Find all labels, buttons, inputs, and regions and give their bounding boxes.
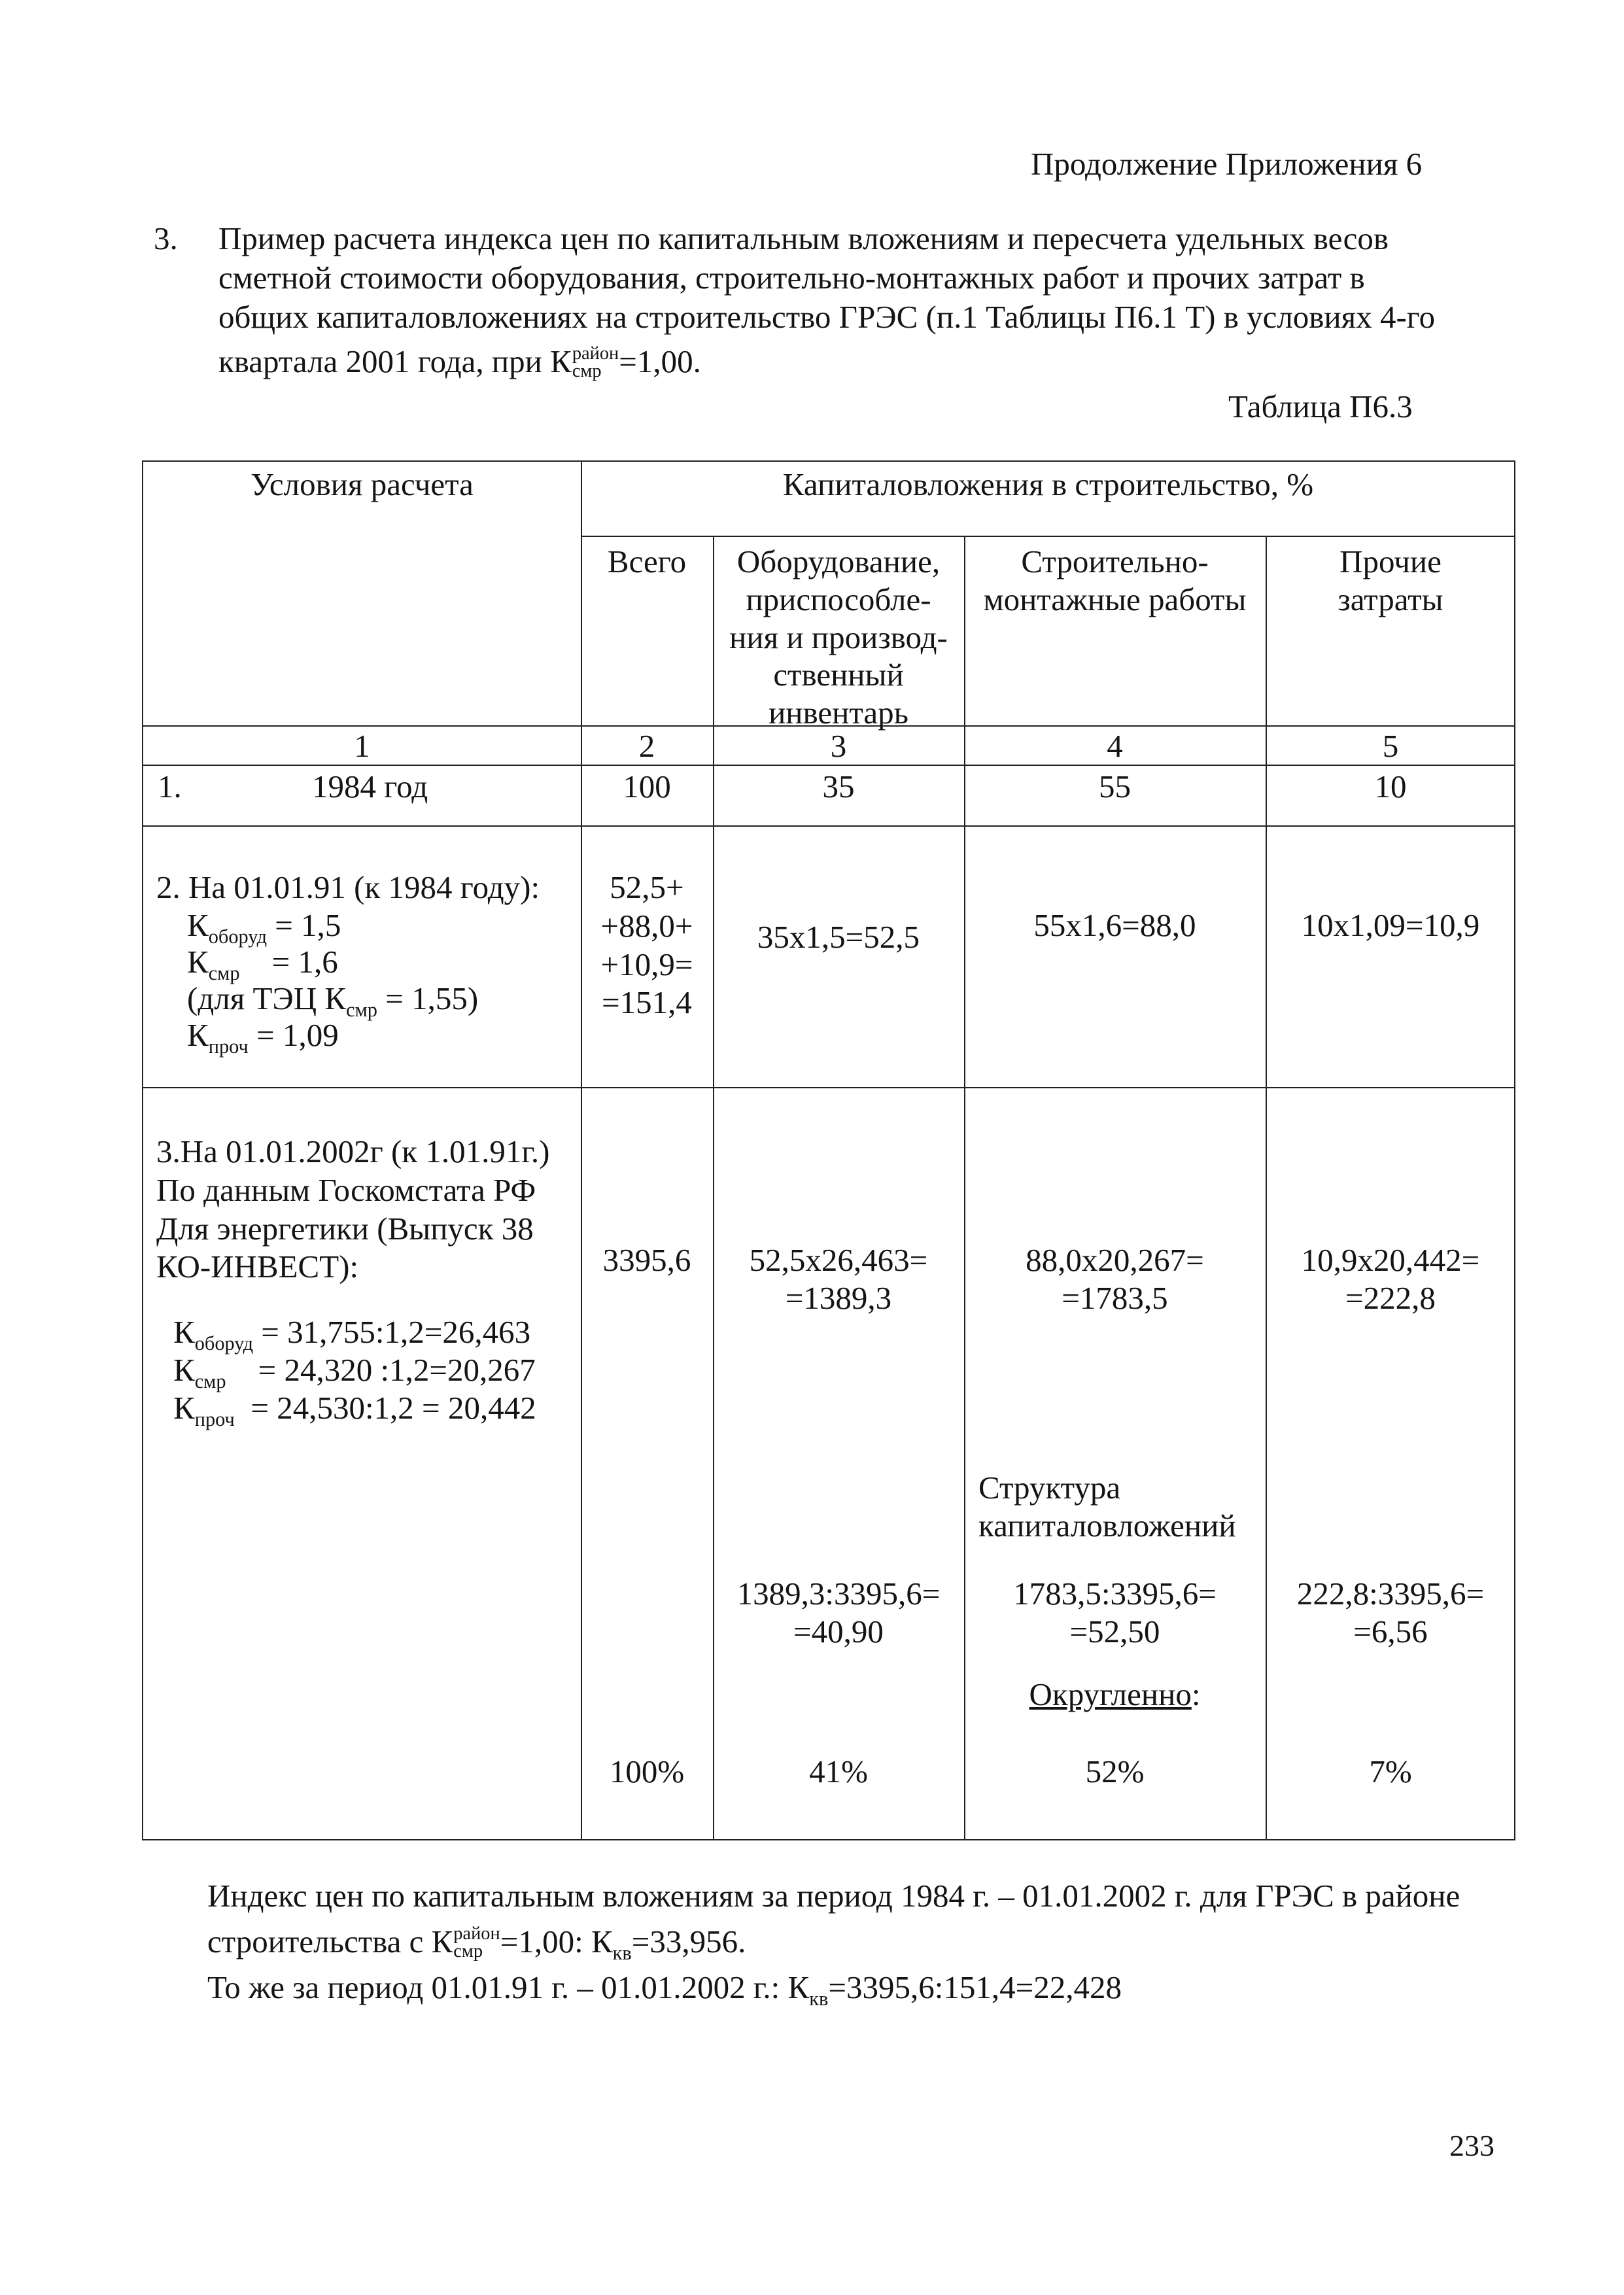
row2-k-other — [187, 1016, 339, 1058]
k-symbol: К — [431, 1924, 453, 1959]
k-symbol: К — [187, 1017, 209, 1053]
k-symbol: К — [173, 1390, 195, 1426]
head-equipment-line: ния и производ- — [729, 619, 948, 655]
k-subscript: кв — [612, 1941, 632, 1964]
row3-title-line: По данным Госкомстата РФ — [156, 1171, 536, 1208]
rule-v-1 — [581, 462, 582, 1839]
rounded-construction: 52% — [1085, 1753, 1145, 1789]
col-number-2: 2 — [638, 728, 655, 764]
row1-total: 100 — [623, 768, 671, 804]
row2-k-equipment — [187, 906, 341, 948]
k-symbol: К — [187, 907, 209, 943]
k-subscript: смр — [453, 1941, 483, 1961]
structure-other-line: 222,8:3395,6= — [1296, 1576, 1485, 1612]
k-symbol: К — [173, 1352, 195, 1388]
row3-construction-line: =1783,5 — [1062, 1279, 1168, 1316]
k-value: = 24,530:1,2 = 20,442 — [234, 1390, 536, 1426]
structure-label — [978, 1469, 1236, 1545]
structure-construction-line: =52,50 — [1069, 1613, 1160, 1649]
k-value: = 1,5 — [267, 907, 341, 943]
k-symbol: К — [591, 1924, 613, 1959]
k-subscript: кв — [809, 1987, 829, 2010]
row2-other: 10x1,09=10,9 — [1301, 907, 1480, 943]
structure-equipment-line: 1389,3:3395,6= — [736, 1576, 941, 1612]
rule-h-row1 — [143, 825, 1515, 827]
structure-equipment-line: =40,90 — [793, 1613, 884, 1649]
row2-total-line: =151,4 — [602, 984, 692, 1021]
head-equipment-line: Оборудование, — [736, 544, 941, 579]
k-subscript: смр — [194, 1370, 226, 1392]
k-value: = 31,755:1,2=26,463 — [253, 1314, 531, 1350]
k-value: = 24,320 :1,2=20,267 — [226, 1352, 536, 1388]
head-equipment — [713, 543, 964, 732]
row2-total — [581, 869, 713, 1022]
structure-label-line: капиталовложений — [978, 1507, 1236, 1544]
head-construction-line: монтажные работы — [983, 581, 1247, 617]
k-symbol: К — [173, 1314, 195, 1350]
row3-title — [156, 1133, 550, 1286]
k-subscript: смр — [572, 360, 602, 381]
k-kv — [591, 1924, 746, 1964]
rounded-equipment: 41% — [809, 1753, 868, 1789]
row2-equipment: 35x1,5=52,5 — [757, 919, 920, 955]
row3-other-line: =222,8 — [1345, 1279, 1436, 1316]
footer-k-value: =1,00: — [500, 1924, 583, 1959]
table-caption: Таблица П6.3 — [1228, 388, 1413, 424]
row3-k-equipment — [173, 1313, 531, 1355]
section-number: 3. — [154, 220, 178, 256]
head-other-line: Прочие — [1339, 544, 1442, 579]
row2-total-line: +10,9= — [600, 946, 693, 982]
head-total: Всего — [607, 544, 687, 579]
page-number: 233 — [1449, 2129, 1494, 2162]
rounded-total: 100% — [609, 1753, 685, 1789]
row3-title-line: КО-ИНВЕСТ): — [156, 1249, 359, 1285]
row3-construction-line: 88,0x20,267= — [1026, 1242, 1204, 1278]
row1-label: 1984 год — [312, 768, 428, 804]
structure-other-line: =6,56 — [1353, 1613, 1428, 1649]
head-other-line: затраты — [1338, 581, 1443, 617]
row1-construction: 55 — [1099, 768, 1131, 804]
row1-other: 10 — [1374, 768, 1407, 804]
continuation-header: Продолжение Приложения 6 — [1031, 146, 1423, 182]
structure-construction-line: 1783,5:3395,6= — [1013, 1576, 1217, 1612]
paragraph-line-4-text: квартала 2001 года, при — [218, 343, 542, 379]
rule-h-investments — [581, 536, 1515, 537]
row2-total-line: 52,5+ — [610, 869, 684, 905]
k-smr-rayon — [550, 343, 619, 379]
footer-line-3 — [207, 1969, 1122, 2010]
paragraph-line-3: общих капиталовложениях на строительство ГРЭС (п.1 Таблицы П6.1 Т) в условиях 4-го — [218, 299, 1436, 335]
head-other — [1266, 543, 1515, 619]
k-subscript: смр — [346, 998, 377, 1021]
rounded-label — [964, 1676, 1266, 1714]
row2-construction: 55x1,6=88,0 — [1033, 907, 1196, 943]
row3-k-construction — [173, 1351, 536, 1392]
k-value: =3395,6:151,4=22,428 — [828, 1969, 1122, 2005]
k-symbol: К — [550, 343, 572, 379]
head-investments: Капиталовложения в строительство, % — [782, 466, 1314, 502]
footer-line-2 — [207, 1923, 746, 1963]
row3-construction — [964, 1241, 1266, 1317]
structure-equipment — [713, 1575, 964, 1651]
k-subscript: смр — [208, 961, 240, 984]
row3-title-line: 3.На 01.01.2002г (к 1.01.91г.) — [156, 1133, 550, 1169]
rule-h-row2 — [143, 1087, 1515, 1088]
head-conditions: Условия расчета — [251, 466, 474, 502]
row1-number: 1. — [158, 768, 182, 804]
col-number-1: 1 — [354, 728, 370, 764]
col-number-4: 4 — [1107, 728, 1123, 764]
k-value: =1,00. — [619, 343, 701, 379]
k-prefix: (для ТЭЦ К — [187, 980, 347, 1016]
row3-equipment-line: =1389,3 — [785, 1279, 892, 1316]
rounded-label-text: Округленно — [1029, 1676, 1192, 1712]
row2-title: 2. На 01.01.91 (к 1984 году): — [156, 869, 540, 905]
row1-equipment: 35 — [822, 768, 855, 804]
k-subscript: проч — [208, 1035, 249, 1058]
paragraph-line-2: сметной стоимости оборудования, строительно-монтажных работ и прочих затрат в — [218, 260, 1365, 296]
col-number-5: 5 — [1382, 728, 1399, 764]
row3-other — [1266, 1241, 1515, 1317]
rounded-label-colon: : — [1191, 1676, 1201, 1712]
k-superscript: район — [453, 1923, 500, 1944]
row3-k-other — [173, 1389, 536, 1430]
rounded-other: 7% — [1369, 1753, 1412, 1789]
k-subscript: оборуд — [208, 925, 268, 948]
head-construction-line: Строительно- — [1021, 544, 1209, 579]
k-superscript: район — [572, 343, 619, 364]
head-construction — [964, 543, 1266, 619]
footer-line-2-prefix: строительства с — [207, 1924, 424, 1959]
row2-k-tec — [187, 980, 479, 1021]
row3-total: 3395,6 — [602, 1242, 691, 1278]
row2-k-construction — [187, 943, 338, 984]
row2-total-line: +88,0+ — [600, 907, 693, 944]
k-subscript: оборуд — [194, 1332, 254, 1355]
k-value: =33,956. — [631, 1924, 746, 1959]
paragraph-line-4 — [218, 343, 701, 383]
row3-title-line: Для энергетики (Выпуск 38 — [156, 1210, 534, 1247]
structure-construction — [964, 1575, 1266, 1651]
footer-line-1: Индекс цен по капитальным вложениям за период 1984 г. – 01.01.2002 г. для ГРЭС в районе — [207, 1878, 1460, 1914]
row3-equipment-line: 52,5x26,463= — [749, 1242, 928, 1278]
structure-other — [1266, 1575, 1515, 1651]
k-symbol: К — [187, 944, 209, 980]
row3-other-line: 10,9x20,442= — [1301, 1242, 1480, 1278]
calculation-table — [142, 460, 1515, 1840]
k-smr-rayon — [432, 1924, 500, 1959]
head-equipment-line: инвентарь — [769, 695, 908, 731]
footer-line-3-prefix: То же за период 01.01.91 г. – 01.01.2002 г.: К — [207, 1969, 810, 2005]
k-value: = 1,09 — [248, 1017, 339, 1053]
col-number-3: 3 — [830, 728, 847, 764]
k-value: = 1,55) — [377, 980, 479, 1016]
head-equipment-line: приспособле- — [746, 581, 931, 617]
k-value: = 1,6 — [239, 944, 338, 980]
row3-equipment — [713, 1241, 964, 1317]
k-subscript: проч — [194, 1407, 235, 1430]
paragraph-line-1: Пример расчета индекса цен по капитальным вложениям и пересчета удельных весов — [218, 220, 1389, 256]
head-equipment-line: ственный — [773, 657, 904, 693]
structure-label-line: Структура — [978, 1470, 1121, 1506]
